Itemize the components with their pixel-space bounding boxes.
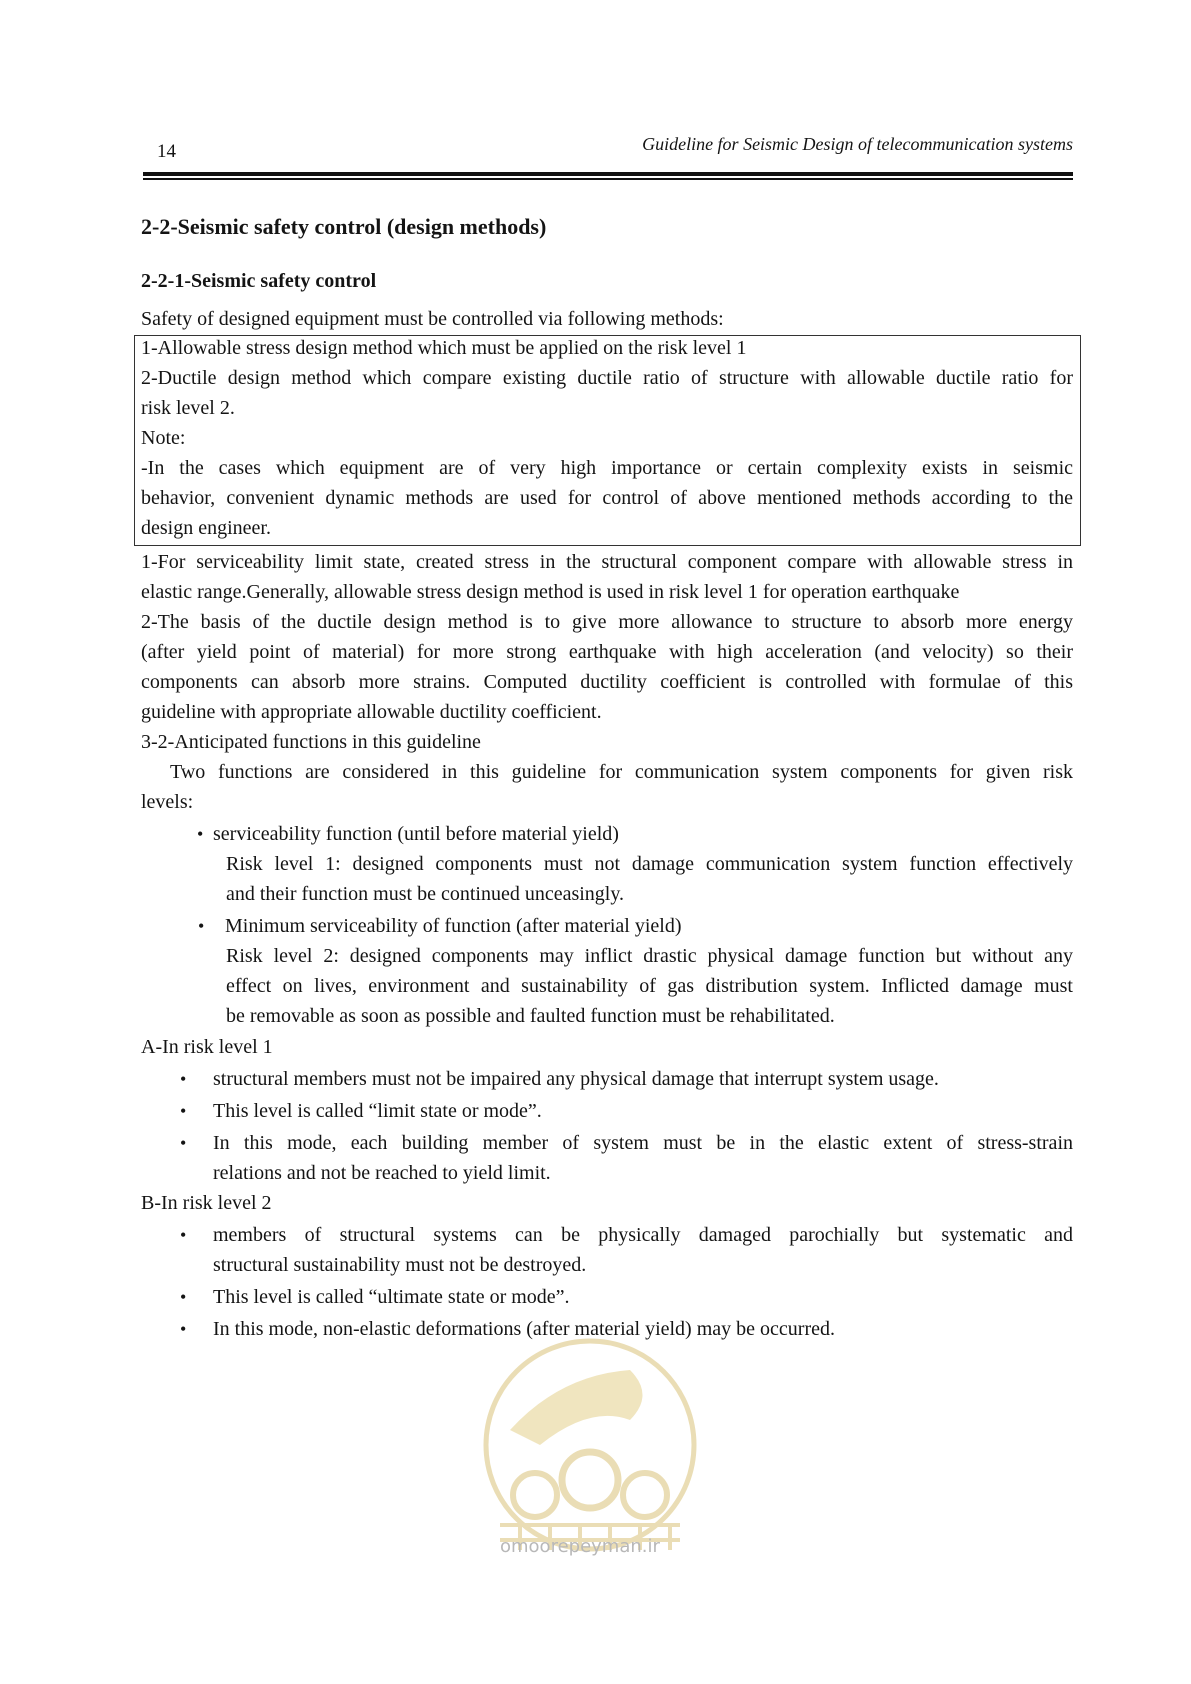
running-header: Guideline for Seismic Design of telecommunication systems [642,134,1073,154]
list-item: structural members must not be impaired any physical damage that interrupt system usage. [213,1068,939,1090]
function-line: effect on lives, environment and sustainability of gas distribution system. Inflicted damage must [226,975,1073,997]
risk-heading: A-In risk level 1 [141,1036,273,1058]
box-line: risk level 2. [141,397,235,419]
watermark-site: omoorepeyman.ir [500,1536,660,1557]
list-item: This level is called “limit state or mode”. [213,1100,542,1122]
box-line: -In the cases which equipment are of very high importance or certain complexity exists in seismic [141,457,1073,479]
body-line: levels: [141,791,194,813]
function-line: Risk level 1: designed components must not damage communication system function effectively [226,853,1073,875]
body-line: 3-2-Anticipated functions in this guideline [141,731,481,753]
list-item: members of structural systems can be physically damaged parochially but systematic and [213,1224,1073,1246]
section-title: 2-2-Seismic safety control (design methods) [141,214,547,239]
box-line: 2-Ductile design method which compare existing ductile ratio of structure with allowable ductile ratio for [141,367,1073,389]
header-rule-thick [143,172,1073,176]
function-line: and their function must be continued unceasingly. [226,883,625,905]
list-item: structural sustainability must not be destroyed. [213,1254,587,1276]
body-line: (after yield point of material) for more strong earthquake with high acceleration (and velocity) so their [141,641,1073,663]
body-line: 2-The basis of the ductile design method is to give more allowance to structure to absorb more energy [141,611,1073,633]
list-item: In this mode, non-elastic deformations (after material yield) may be occurred. [213,1318,835,1340]
body-line: 1-For serviceability limit state, created stress in the structural component compare with allowable stress in [141,551,1073,573]
body-line: elastic range.Generally, allowable stress design method is used in risk level 1 for operation earthquake [141,581,960,603]
function-title: serviceability function (until before material yield) [213,823,619,845]
body-line: guideline with appropriate allowable ductility coefficient. [141,701,602,723]
list-item: relations and not be reached to yield limit. [213,1162,551,1184]
body-line: components can absorb more strains. Computed ductility coefficient is controlled with formulae of this [141,671,1073,693]
box-line: 1-Allowable stress design method which must be applied on the risk level 1 [141,337,747,359]
header-rule-thin [143,178,1073,180]
list-item: In this mode, each building member of system must be in the elastic extent of stress-strain [213,1132,1073,1154]
function-line: Risk level 2: designed components may inflict drastic physical damage function but without any [226,945,1073,967]
bullet-icon: • [180,1225,187,1245]
function-title: Minimum serviceability of function (after material yield) [225,915,682,937]
risk-heading: B-In risk level 2 [141,1192,272,1214]
list-item: This level is called “ultimate state or mode”. [213,1286,570,1308]
bullet-icon: • [197,824,204,844]
box-line: design engineer. [141,517,271,539]
bullet-icon: • [180,1319,187,1339]
bullet-icon: • [180,1287,187,1307]
box-line: behavior, convenient dynamic methods are used for control of above mentioned methods according to the [141,487,1073,509]
intro-line: Safety of designed equipment must be controlled via following methods: [141,308,724,330]
subsection-title: 2-2-1-Seismic safety control [141,270,377,292]
bullet-icon: • [198,916,205,936]
bullet-icon: • [180,1133,187,1153]
body-line: Two functions are considered in this guideline for communication system components for given risk [170,761,1073,783]
box-line: Note: [141,427,186,449]
function-line: be removable as soon as possible and faulted function must be rehabilitated. [226,1005,835,1027]
bullet-icon: • [180,1101,187,1121]
bullet-icon: • [180,1069,187,1089]
page-number: 14 [157,141,176,162]
